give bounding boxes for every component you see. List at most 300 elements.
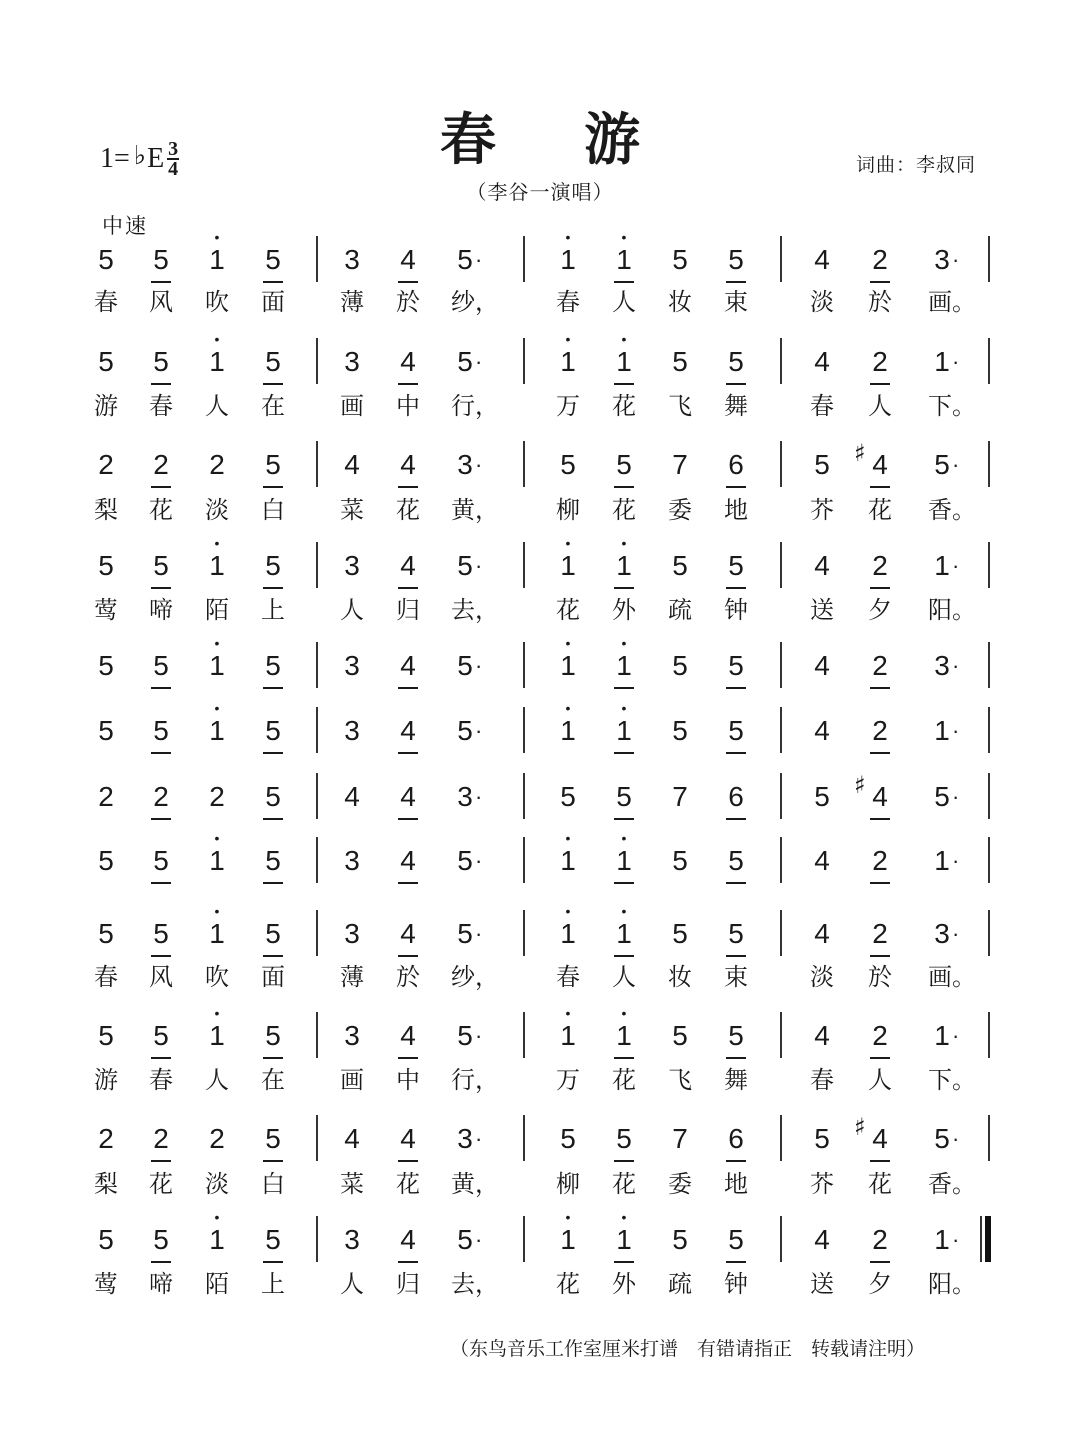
note-digit: 5 [457, 244, 473, 275]
lyric-char: 钟 [724, 596, 748, 624]
barline [988, 707, 990, 753]
note-digit: 1 [209, 715, 225, 746]
jianpu-note [253, 715, 293, 747]
jianpu-note [141, 449, 181, 481]
underline-beam [151, 687, 171, 689]
underline-beam [726, 383, 746, 385]
lyric-char: 中 [396, 392, 420, 420]
note-digit: 3 [934, 918, 950, 949]
jianpu-note [802, 781, 842, 813]
octave-dot-icon: • [214, 229, 220, 245]
barline [780, 1216, 782, 1262]
note-digit: 2 [872, 918, 888, 949]
barline [988, 236, 990, 282]
note-digit: 5 [98, 650, 114, 681]
barline [316, 707, 318, 753]
barline [988, 1115, 990, 1161]
jianpu-note [716, 715, 756, 747]
underline-beam [726, 1261, 746, 1263]
underline-beam [870, 752, 890, 754]
lyric-char: 人 [612, 288, 636, 316]
lyric-char: 花 [556, 1270, 580, 1298]
jianpu-note [716, 244, 756, 276]
note-digit: 5 [153, 1020, 169, 1051]
note-digit: 5 [934, 781, 950, 812]
note-digit: 5 [98, 244, 114, 275]
note-digit: 4 [814, 918, 830, 949]
note-digit: 4 [344, 449, 360, 480]
barline [316, 1216, 318, 1262]
note-digit: 5 [457, 1224, 473, 1255]
jianpu-note [86, 715, 126, 747]
jianpu-note [860, 1224, 900, 1256]
barline [988, 441, 990, 487]
lyric-char: 束 [724, 288, 748, 316]
note-digit: 4 [814, 1020, 830, 1051]
underline-beam [870, 955, 890, 957]
note-digit: 1 [934, 346, 950, 377]
note-digit: 5 [616, 1123, 632, 1154]
jianpu-note [197, 635, 237, 682]
octave-dot-icon: • [565, 635, 571, 651]
barline [316, 1012, 318, 1058]
lyric-char: 外 [612, 596, 636, 624]
underline-beam [726, 1160, 746, 1162]
note-digit: 5 [672, 1020, 688, 1051]
underline-beam [151, 383, 171, 385]
underline-beam [726, 281, 746, 283]
barline [988, 1012, 990, 1058]
page-title: 春游 [440, 107, 728, 173]
barline [780, 1115, 782, 1161]
lyric-char: 夕 [868, 1270, 892, 1298]
jianpu-note [332, 845, 372, 877]
octave-dot-icon: • [621, 830, 627, 846]
barline [780, 837, 782, 883]
lyric-char: 梨 [94, 496, 118, 524]
jianpu-note [922, 650, 962, 682]
final-barline [985, 1216, 991, 1262]
jianpu-note [388, 550, 428, 582]
jianpu-note [660, 449, 700, 481]
barline [316, 837, 318, 883]
lyric-char: 画。 [928, 288, 976, 316]
jianpu-note [332, 781, 372, 813]
note-digit: 1 [209, 650, 225, 681]
lyric-char: 芥 [810, 1170, 834, 1198]
octave-dot-icon: • [621, 535, 627, 551]
jianpu-note [253, 1224, 293, 1256]
jianpu-note [802, 244, 842, 276]
note-digit: 2 [872, 244, 888, 275]
lyric-char: 花 [149, 1170, 173, 1198]
barline [988, 542, 990, 588]
note-digit: 4 [400, 845, 416, 876]
barline [523, 542, 525, 588]
note-digit: 1 [934, 550, 950, 581]
note-digit: 5 [98, 845, 114, 876]
barline [988, 338, 990, 384]
augmentation-dot-icon: · [952, 718, 960, 743]
lyric-char: 游 [94, 1066, 118, 1094]
underline-beam [151, 818, 171, 820]
underline-beam [263, 587, 283, 589]
jianpu-note [548, 1209, 588, 1256]
jianpu-note [141, 918, 181, 950]
underline-beam [263, 687, 283, 689]
jianpu-note [802, 918, 842, 950]
jianpu-note [86, 1020, 126, 1052]
underline-beam [614, 1261, 634, 1263]
lyric-char: 外 [612, 1270, 636, 1298]
lyric-char: 行， [451, 392, 499, 420]
jianpu-note [445, 845, 485, 877]
jianpu-note [922, 346, 962, 378]
jianpu-note [802, 650, 842, 682]
jianpu-note [332, 1020, 372, 1052]
note-digit: 3 [934, 650, 950, 681]
octave-dot-icon: • [214, 1005, 220, 1021]
jianpu-note [548, 903, 588, 950]
jianpu-note [716, 650, 756, 682]
lyric-char: 春 [149, 1066, 173, 1094]
note-digit: 5 [934, 449, 950, 480]
note-digit: 5 [98, 715, 114, 746]
underline-beam [151, 1057, 171, 1059]
barline [316, 773, 318, 819]
lyric-char: 束 [724, 963, 748, 991]
octave-dot-icon: • [214, 700, 220, 716]
jianpu-note [802, 1224, 842, 1256]
underline-beam [870, 1160, 890, 1162]
lyric-char: 春 [149, 392, 173, 420]
jianpu-note [86, 845, 126, 877]
underline-beam [726, 752, 746, 754]
note-digit: 4 [400, 715, 416, 746]
jianpu-note [716, 550, 756, 582]
jianpu-note [922, 845, 962, 877]
jianpu-note [802, 550, 842, 582]
note-digit: 4 [814, 346, 830, 377]
lyric-char: 黄， [451, 1170, 499, 1198]
jianpu-note [253, 550, 293, 582]
lyric-char: 黄， [451, 496, 499, 524]
barline [780, 642, 782, 688]
note-digit: 5 [153, 244, 169, 275]
jianpu-note [660, 1224, 700, 1256]
augmentation-dot-icon: · [952, 653, 960, 678]
jianpu-note [716, 1123, 756, 1155]
note-digit: 5 [672, 1224, 688, 1255]
note-digit: 5 [560, 781, 576, 812]
jianpu-note [86, 244, 126, 276]
jianpu-note [660, 918, 700, 950]
jianpu-note [197, 1005, 237, 1052]
augmentation-dot-icon: · [475, 1023, 483, 1048]
note-digit: 4 [872, 449, 888, 480]
note-digit: 3 [344, 845, 360, 876]
note-digit: 1 [560, 918, 576, 949]
octave-dot-icon: • [565, 903, 571, 919]
augmentation-dot-icon: · [952, 1227, 960, 1252]
jianpu-note [86, 781, 126, 813]
note-digit: 7 [672, 449, 688, 480]
note-digit: 1 [934, 1020, 950, 1051]
barline [980, 1216, 982, 1262]
jianpu-note [716, 449, 756, 481]
lyric-char: 妆 [668, 288, 692, 316]
note-digit: 5 [457, 715, 473, 746]
underline-beam [151, 486, 171, 488]
note-digit: 4 [814, 1224, 830, 1255]
note-digit: 4 [400, 449, 416, 480]
lyric-char: 面 [261, 963, 285, 991]
jianpu-note [253, 1020, 293, 1052]
barline [316, 236, 318, 282]
note-digit: 1 [616, 1020, 632, 1051]
lyric-char: 妆 [668, 963, 692, 991]
note-digit: 5 [265, 1020, 281, 1051]
jianpu-note [548, 781, 588, 813]
underline-beam [263, 752, 283, 754]
octave-dot-icon: • [214, 1209, 220, 1225]
lyric-char: 上 [261, 596, 285, 624]
jianpu-note [332, 715, 372, 747]
barline [523, 642, 525, 688]
augmentation-dot-icon: · [952, 553, 960, 578]
note-digit: 5 [672, 845, 688, 876]
underline-beam [398, 752, 418, 754]
jianpu-note [86, 449, 126, 481]
lyric-char: 啼 [149, 1270, 173, 1298]
note-digit: 1 [616, 715, 632, 746]
note-digit: 2 [872, 1020, 888, 1051]
jianpu-note [332, 1224, 372, 1256]
jianpu-note [445, 1224, 485, 1256]
jianpu-note [445, 781, 485, 813]
barline [523, 1012, 525, 1058]
note-digit: 5 [728, 550, 744, 581]
lyric-char: 花 [612, 1170, 636, 1198]
note-digit: 5 [672, 650, 688, 681]
barline [316, 441, 318, 487]
barline [316, 542, 318, 588]
lyric-char: 归 [396, 596, 420, 624]
note-digit: 5 [814, 449, 830, 480]
barline [780, 910, 782, 956]
barline [523, 1115, 525, 1161]
jianpu-note [332, 244, 372, 276]
lyric-char: 陌 [205, 596, 229, 624]
jianpu-note [141, 1123, 181, 1155]
jianpu-note [604, 1005, 644, 1052]
note-digit: 2 [209, 1123, 225, 1154]
note-digit: 5 [728, 715, 744, 746]
jianpu-note [253, 781, 293, 813]
lyric-char: 飞 [668, 1066, 692, 1094]
note-digit: 5 [457, 845, 473, 876]
lyric-char: 菜 [340, 1170, 364, 1198]
jianpu-note [86, 918, 126, 950]
note-digit: 3 [344, 1020, 360, 1051]
lyric-char: 万 [556, 392, 580, 420]
augmentation-dot-icon: · [952, 452, 960, 477]
note-digit: 3 [344, 550, 360, 581]
barline [523, 707, 525, 753]
lyric-char: 纱， [451, 963, 499, 991]
note-digit: 1 [934, 1224, 950, 1255]
jianpu-note [660, 715, 700, 747]
note-digit: 5 [672, 918, 688, 949]
jianpu-note [604, 535, 644, 582]
note-digit: 5 [265, 715, 281, 746]
octave-dot-icon: • [565, 1005, 571, 1021]
jianpu-note [141, 845, 181, 877]
lyric-char: 春 [810, 1066, 834, 1094]
underline-beam [398, 1261, 418, 1263]
note-digit: 2 [872, 845, 888, 876]
octave-dot-icon: • [565, 229, 571, 245]
barline [780, 773, 782, 819]
augmentation-dot-icon: · [475, 1227, 483, 1252]
lyric-char: 送 [810, 596, 834, 624]
note-digit: 1 [560, 550, 576, 581]
jianpu-note [854, 1113, 900, 1155]
lyric-char: 人 [205, 392, 229, 420]
octave-dot-icon: • [214, 535, 220, 551]
jianpu-note [860, 346, 900, 378]
sharp-icon: ♯ [854, 1113, 866, 1141]
note-digit: 2 [153, 1123, 169, 1154]
lyric-char: 纱， [451, 288, 499, 316]
jianpu-note [197, 449, 237, 481]
lyric-char: 薄 [340, 963, 364, 991]
lyric-char: 春 [810, 392, 834, 420]
underline-beam [870, 687, 890, 689]
lyric-char: 中 [396, 1066, 420, 1094]
jianpu-note [548, 700, 588, 747]
note-digit: 4 [872, 1123, 888, 1154]
jianpu-note [388, 244, 428, 276]
jianpu-note [332, 449, 372, 481]
jianpu-note [802, 715, 842, 747]
note-digit: 1 [560, 1020, 576, 1051]
lyric-char: 阳。 [928, 596, 976, 624]
jianpu-note [604, 700, 644, 747]
jianpu-note [604, 229, 644, 276]
lyric-char: 花 [396, 1170, 420, 1198]
note-digit: 5 [153, 918, 169, 949]
jianpu-note [860, 715, 900, 747]
jianpu-note [548, 331, 588, 378]
note-digit: 5 [672, 244, 688, 275]
lyric-char: 飞 [668, 392, 692, 420]
note-digit: 2 [872, 346, 888, 377]
jianpu-note [86, 550, 126, 582]
jianpu-note [548, 635, 588, 682]
augmentation-dot-icon: · [952, 921, 960, 946]
note-digit: 5 [560, 1123, 576, 1154]
octave-dot-icon: • [621, 331, 627, 347]
barline [316, 642, 318, 688]
octave-dot-icon: • [565, 830, 571, 846]
jianpu-note [141, 1224, 181, 1256]
jianpu-note [253, 1123, 293, 1155]
lyric-char: 莺 [94, 596, 118, 624]
jianpu-note [604, 635, 644, 682]
underline-beam [398, 1057, 418, 1059]
augmentation-dot-icon: · [475, 349, 483, 374]
note-digit: 4 [400, 346, 416, 377]
octave-dot-icon: • [621, 700, 627, 716]
note-digit: 1 [616, 346, 632, 377]
underline-beam [726, 687, 746, 689]
octave-dot-icon: • [621, 635, 627, 651]
key-letter: E [147, 143, 165, 174]
note-digit: 5 [265, 650, 281, 681]
lyric-char: 委 [668, 496, 692, 524]
note-digit: 5 [728, 1020, 744, 1051]
lyric-char: 花 [612, 392, 636, 420]
jianpu-note [922, 1123, 962, 1155]
note-digit: 1 [616, 650, 632, 681]
underline-beam [614, 752, 634, 754]
note-digit: 1 [934, 715, 950, 746]
lyric-char: 地 [724, 496, 748, 524]
note-digit: 7 [672, 1123, 688, 1154]
note-digit: 1 [560, 346, 576, 377]
underline-beam [614, 818, 634, 820]
note-digit: 1 [616, 845, 632, 876]
jianpu-note [253, 449, 293, 481]
composer-credit: 词曲：李叔同 [856, 154, 977, 176]
barline [988, 773, 990, 819]
underline-beam [263, 281, 283, 283]
underline-beam [726, 882, 746, 884]
lyric-char: 下。 [928, 1066, 976, 1094]
underline-beam [398, 882, 418, 884]
note-digit: 4 [400, 650, 416, 681]
augmentation-dot-icon: · [475, 1126, 483, 1151]
note-digit: 4 [872, 781, 888, 812]
note-digit: 5 [672, 715, 688, 746]
augmentation-dot-icon: · [952, 247, 960, 272]
underline-beam [614, 1057, 634, 1059]
underline-beam [398, 587, 418, 589]
note-digit: 3 [344, 650, 360, 681]
lyric-char: 人 [205, 1066, 229, 1094]
lyric-char: 香。 [928, 496, 976, 524]
lyric-char: 香。 [928, 1170, 976, 1198]
jianpu-note [197, 903, 237, 950]
jianpu-note [802, 449, 842, 481]
note-digit: 3 [344, 918, 360, 949]
jianpu-note [388, 1123, 428, 1155]
jianpu-note [197, 331, 237, 378]
jianpu-note [253, 650, 293, 682]
jianpu-note [197, 229, 237, 276]
note-digit: 1 [616, 550, 632, 581]
jianpu-note [388, 781, 428, 813]
underline-beam [870, 818, 890, 820]
note-digit: 3 [344, 346, 360, 377]
augmentation-dot-icon: · [475, 653, 483, 678]
note-digit: 6 [728, 449, 744, 480]
jianpu-note [253, 346, 293, 378]
jianpu-note [388, 1020, 428, 1052]
note-digit: 5 [728, 650, 744, 681]
lyric-char: 夕 [868, 596, 892, 624]
